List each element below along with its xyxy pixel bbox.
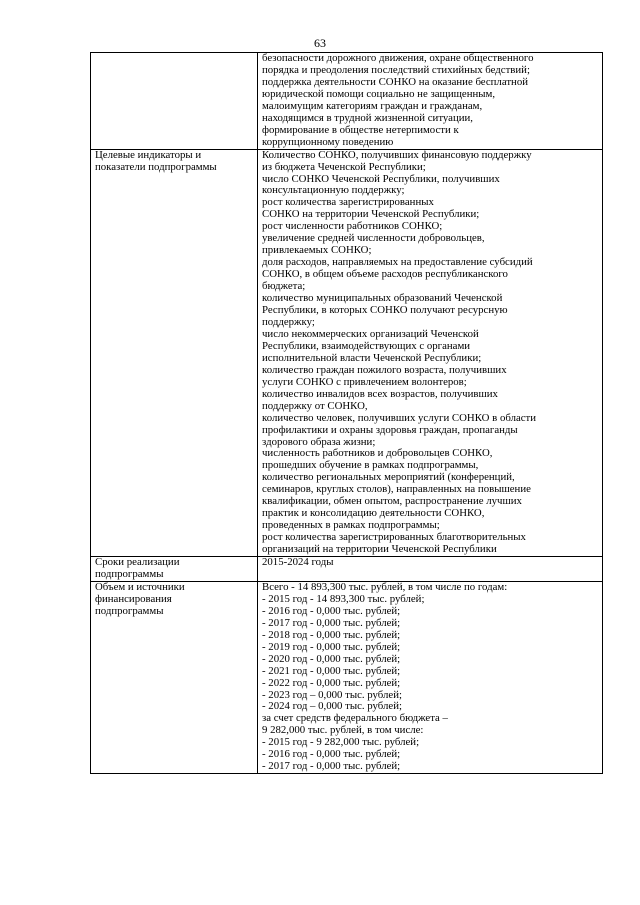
text-line: число некоммерческих организаций Чеченской [262,327,479,340]
text-line: - 2021 год - 0,000 тыс. рублей; [262,664,401,677]
label-line: Объем и источники [95,580,185,593]
text-line: формирование в обществе нетерпимости к [262,123,459,136]
label-line: Целевые индикаторы и [95,148,202,161]
text-line: - 2019 год - 0,000 тыс. рублей; [262,640,401,653]
row-label [91,149,258,556]
text-line: количество инвалидов всех возрастов, получивших [262,387,498,400]
text-line: поддержку; [262,315,315,328]
row-label [91,557,258,582]
text-line: доля расходов, направляемых на предоставление субсидий [262,256,533,269]
text-line: исполнительной власти Чеченской Республики; [262,351,482,364]
text-line: безопасности дорожного движения, охране общественного [262,52,534,64]
text-line: Количество СОНКО, получивших финансовую поддержку [262,148,532,161]
text-line: - 2016 год - 0,000 тыс. рублей; [262,748,401,761]
row-value [258,557,603,582]
text-line: увеличение средней численности добровольцев, [262,232,485,245]
text-line: рост численности работников СОНКО; [262,220,443,233]
row-value [258,581,603,773]
table-row-terms [91,557,603,582]
text-line: бюджета; [262,280,306,293]
text-line: профилактики и охраны здоровья граждан, пропаганды [262,423,518,436]
text-line: из бюджета Чеченской Республики; [262,160,426,173]
table-row-tasks [91,53,603,150]
text-line: количество граждан пожилого возраста, получивших [262,363,507,376]
label-line: Сроки реализации [95,556,180,569]
text-line: - 2018 год - 0,000 тыс. рублей; [262,628,401,641]
row-label [91,581,258,773]
text-line: СОНКО на территории Чеченской Республики; [262,208,480,221]
text-line: поддержка деятельности СОНКО на оказание бесплатной [262,75,529,88]
text-line: консультационную поддержку; [262,184,405,197]
label-line: финансирования [95,592,172,605]
text-line: рост количества зарегистрированных [262,196,434,209]
text-line: рост количества зарегистрированных благотворительных [262,531,526,544]
text-line: - 2020 год - 0,000 тыс. рублей; [262,652,401,665]
text-line: - 2016 год - 0,000 тыс. рублей; [262,604,401,617]
text-line: количество региональных мероприятий (конференций, [262,471,515,484]
label-line: подпрограммы [95,567,164,580]
text-line: Республики, взаимодействующих с органами [262,339,471,352]
text-line: 9 282,000 тыс. рублей, в том числе: [262,724,424,737]
text-line: количество человек, получивших услуги СОНКО в области [262,411,537,424]
text-line: СОНКО, в общем объеме расходов республиканского [262,268,508,281]
page-number: 63 [314,36,326,50]
text-line: семинаров, круглых столов), направленных на повышение [262,483,531,496]
text-line: численность работников и добровольцев СОНКО, [262,447,493,460]
text-line: практик и консолидацию деятельности СОНКО, [262,507,485,520]
subprogram-passport-table [90,52,603,774]
text-line: организаций на территории Чеченской Республики [262,543,497,556]
text-line: число СОНКО Чеченской Республики, получивших [262,172,500,185]
text-line: - 2015 год - 14 893,300 тыс. рублей; [262,592,425,605]
text-line: привлекаемых СОНКО; [262,244,372,257]
text-line: - 2017 год - 0,000 тыс. рублей; [262,616,401,629]
text-line: - 2023 год – 0,000 тыс. рублей; [262,688,402,701]
label-line: показатели подпрограммы [95,160,217,173]
text-line: находящимся в трудной жизненной ситуации, [262,111,473,124]
text-line: услуги СОНКО с привлечением волонтеров; [262,375,467,388]
text-line: Всего - 14 893,300 тыс. рублей, в том числе по годам: [262,580,508,593]
text-line: - 2022 год - 0,000 тыс. рублей; [262,676,401,689]
text-line: количество муниципальных образований Чеченской [262,292,503,305]
text-line: Республики, в которых СОНКО получают ресурсную [262,304,508,317]
text-line: - 2024 год – 0,000 тыс. рублей; [262,700,402,713]
text-line: проведенных в рамках подпрограммы; [262,519,440,532]
text-line: малоимущим категориям граждан и гражданам, [262,99,483,112]
text-line: квалификации, обмен опытом, распространение лучших [262,495,522,508]
text-line: - 2017 год - 0,000 тыс. рублей; [262,760,401,773]
text-line: за счет средств федерального бюджета – [262,712,448,725]
table-row-funding [91,581,603,773]
row-value [258,149,603,556]
label-line: подпрограммы [95,604,164,617]
table-row-indicators [91,149,603,556]
text-line: юридической помощи социально не защищенным, [262,87,496,100]
row-label [91,53,258,150]
text-line: 2015-2024 годы [262,556,334,569]
text-line: - 2015 год - 9 282,000 тыс. рублей; [262,736,420,749]
text-line: прошедших обучение в рамках подпрограммы, [262,459,479,472]
text-line: поддержку от СОНКО, [262,399,368,412]
row-value [258,53,603,150]
text-line: коррупционному поведению [262,135,394,148]
text-line: порядка и преодоления последствий стихийных бедствий; [262,63,530,76]
text-line: здорового образа жизни; [262,435,376,448]
